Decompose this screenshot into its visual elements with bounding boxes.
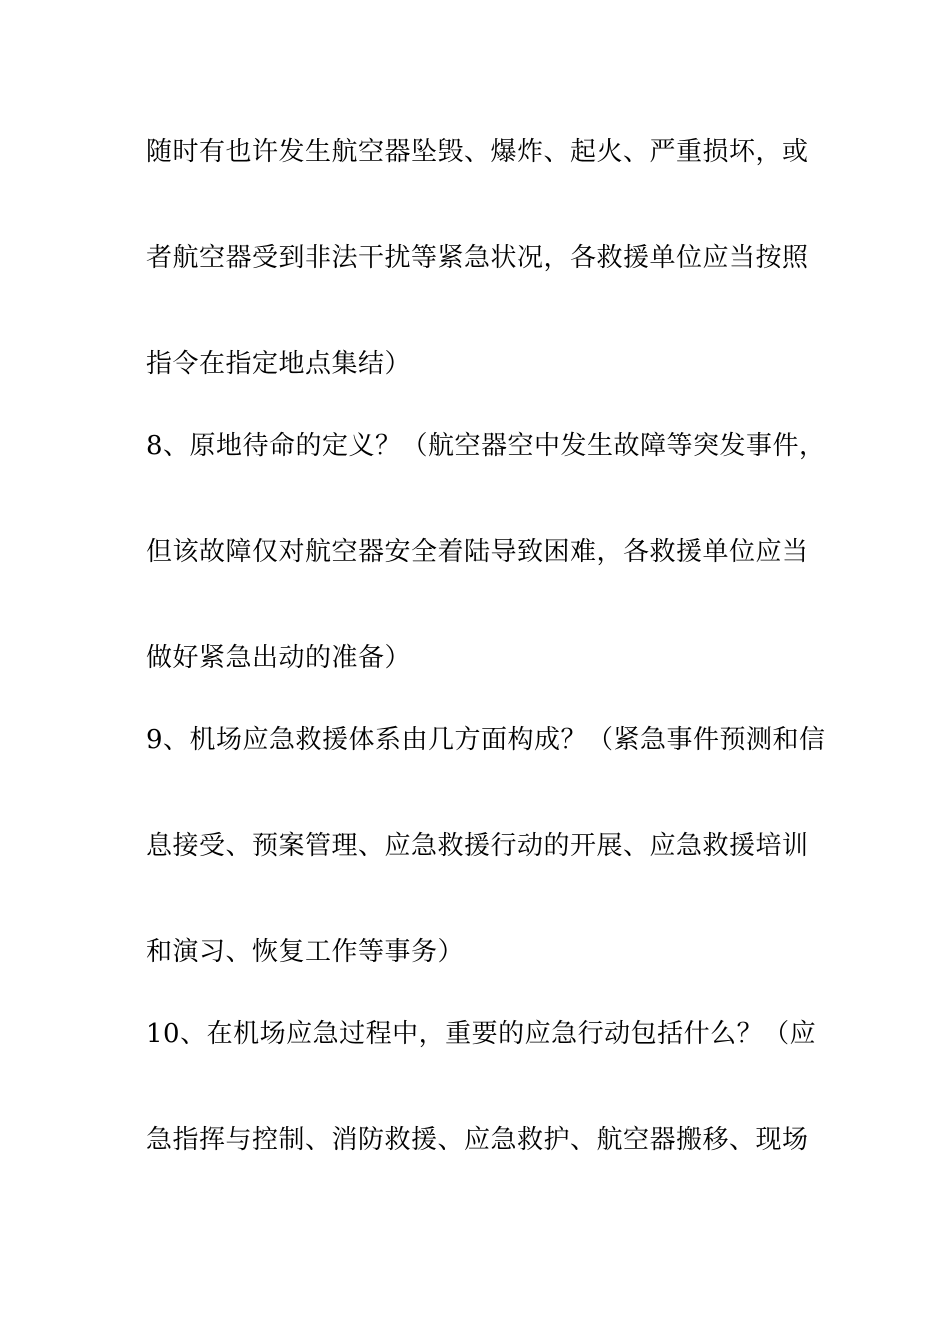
text-line: 息接受、预案管理、应急救援行动的开展、应急救援培训 [146,831,809,861]
question-9-line: 9、机场应急救援体系由几方面构成？（紧急事件预测和信 [146,725,826,755]
text-line: 指令在指定地点集结） [146,349,412,379]
text-line: 但该故障仅对航空器安全着陆导致困难，各救援单位应当 [146,537,809,567]
text-line: 做好紧急出动的准备） [146,643,412,673]
question-8-line: 8、原地待命的定义？（航空器空中发生故障等突发事件， [146,431,826,461]
text-line: 急指挥与控制、消防救援、应急救护、航空器搬移、现场 [146,1125,809,1155]
text-line: 和演习、恢复工作等事务） [146,937,465,967]
text-line: 者航空器受到非法干扰等紧急状况，各救援单位应当按照 [146,243,809,273]
text-line: 随时有也许发生航空器坠毁、爆炸、起火、严重损坏，或 [146,137,809,167]
question-10-line: 10、在机场应急过程中，重要的应急行动包括什么？（应 [146,1019,817,1049]
